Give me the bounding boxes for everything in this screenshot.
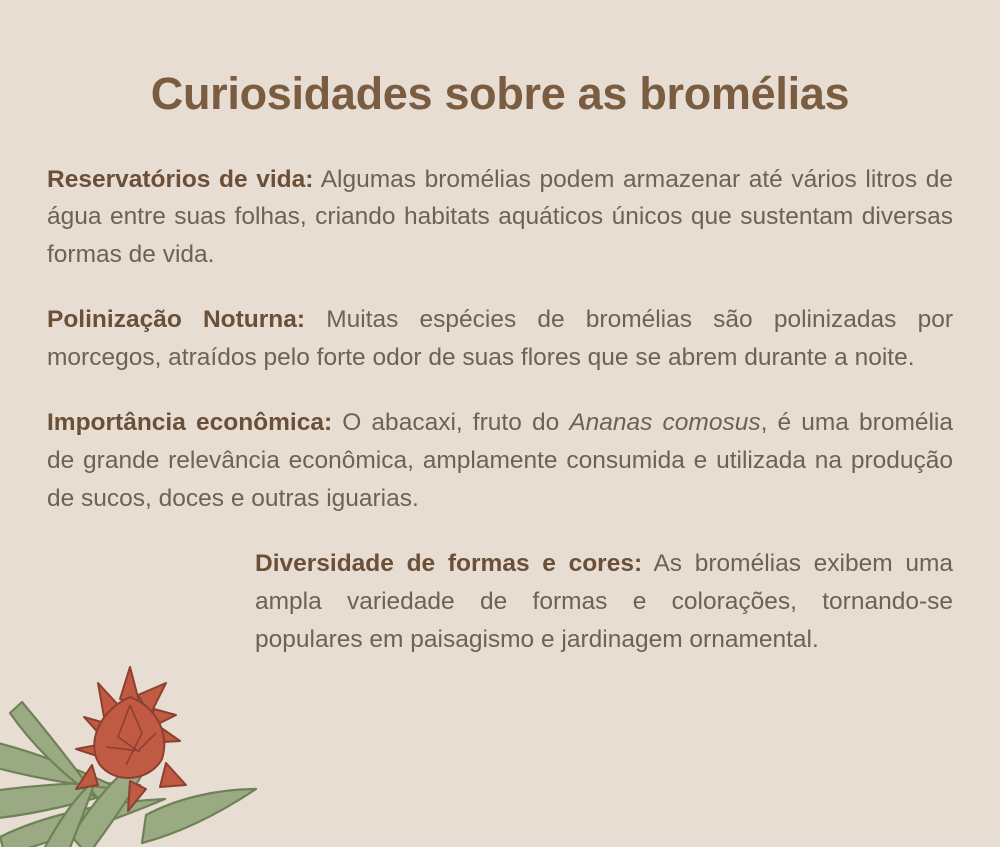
paragraph-diversidade	[255, 545, 953, 659]
article-body	[47, 136, 953, 659]
paragraph-text: Muitas espécies de bromélias são polinizadas por morcegos, atraídos pelo forte odor de suas flores que se abrem durante a noite.	[47, 306, 953, 372]
paragraph-reservatorios	[47, 161, 953, 275]
paragraph-lead: Diversidade de formas e cores:	[255, 550, 643, 578]
paragraph-text: As bromélias exibem uma ampla variedade de formas e colorações, tornando-se populares em paisagismo e jardinagem ornamental.	[255, 550, 953, 654]
paragraph-lead: Importância econômica:	[47, 409, 333, 437]
page-title: Curiosidades sobre as bromélias	[150, 68, 850, 120]
paragraph-lead: Polinização Noturna:	[47, 306, 306, 334]
paragraph-text-before: O abacaxi, fruto do	[332, 409, 570, 437]
paragraph-text-after: , é uma bromélia de grande relevância econômica, amplamente consumida e utilizada na produção de sucos, doces e outras iguarias.	[47, 409, 953, 513]
paragraph-lead: Reservatórios de vida:	[47, 165, 314, 193]
paragraph-polinizacao	[47, 301, 953, 377]
paragraph-text: Algumas bromélias podem armazenar até vários litros de água entre suas folhas, criando habitats aquáticos únicos que sustentam diversas formas de vida.	[47, 165, 953, 269]
paragraph-importancia-economica	[47, 404, 953, 518]
species-name: Ananas comosus	[569, 409, 761, 437]
